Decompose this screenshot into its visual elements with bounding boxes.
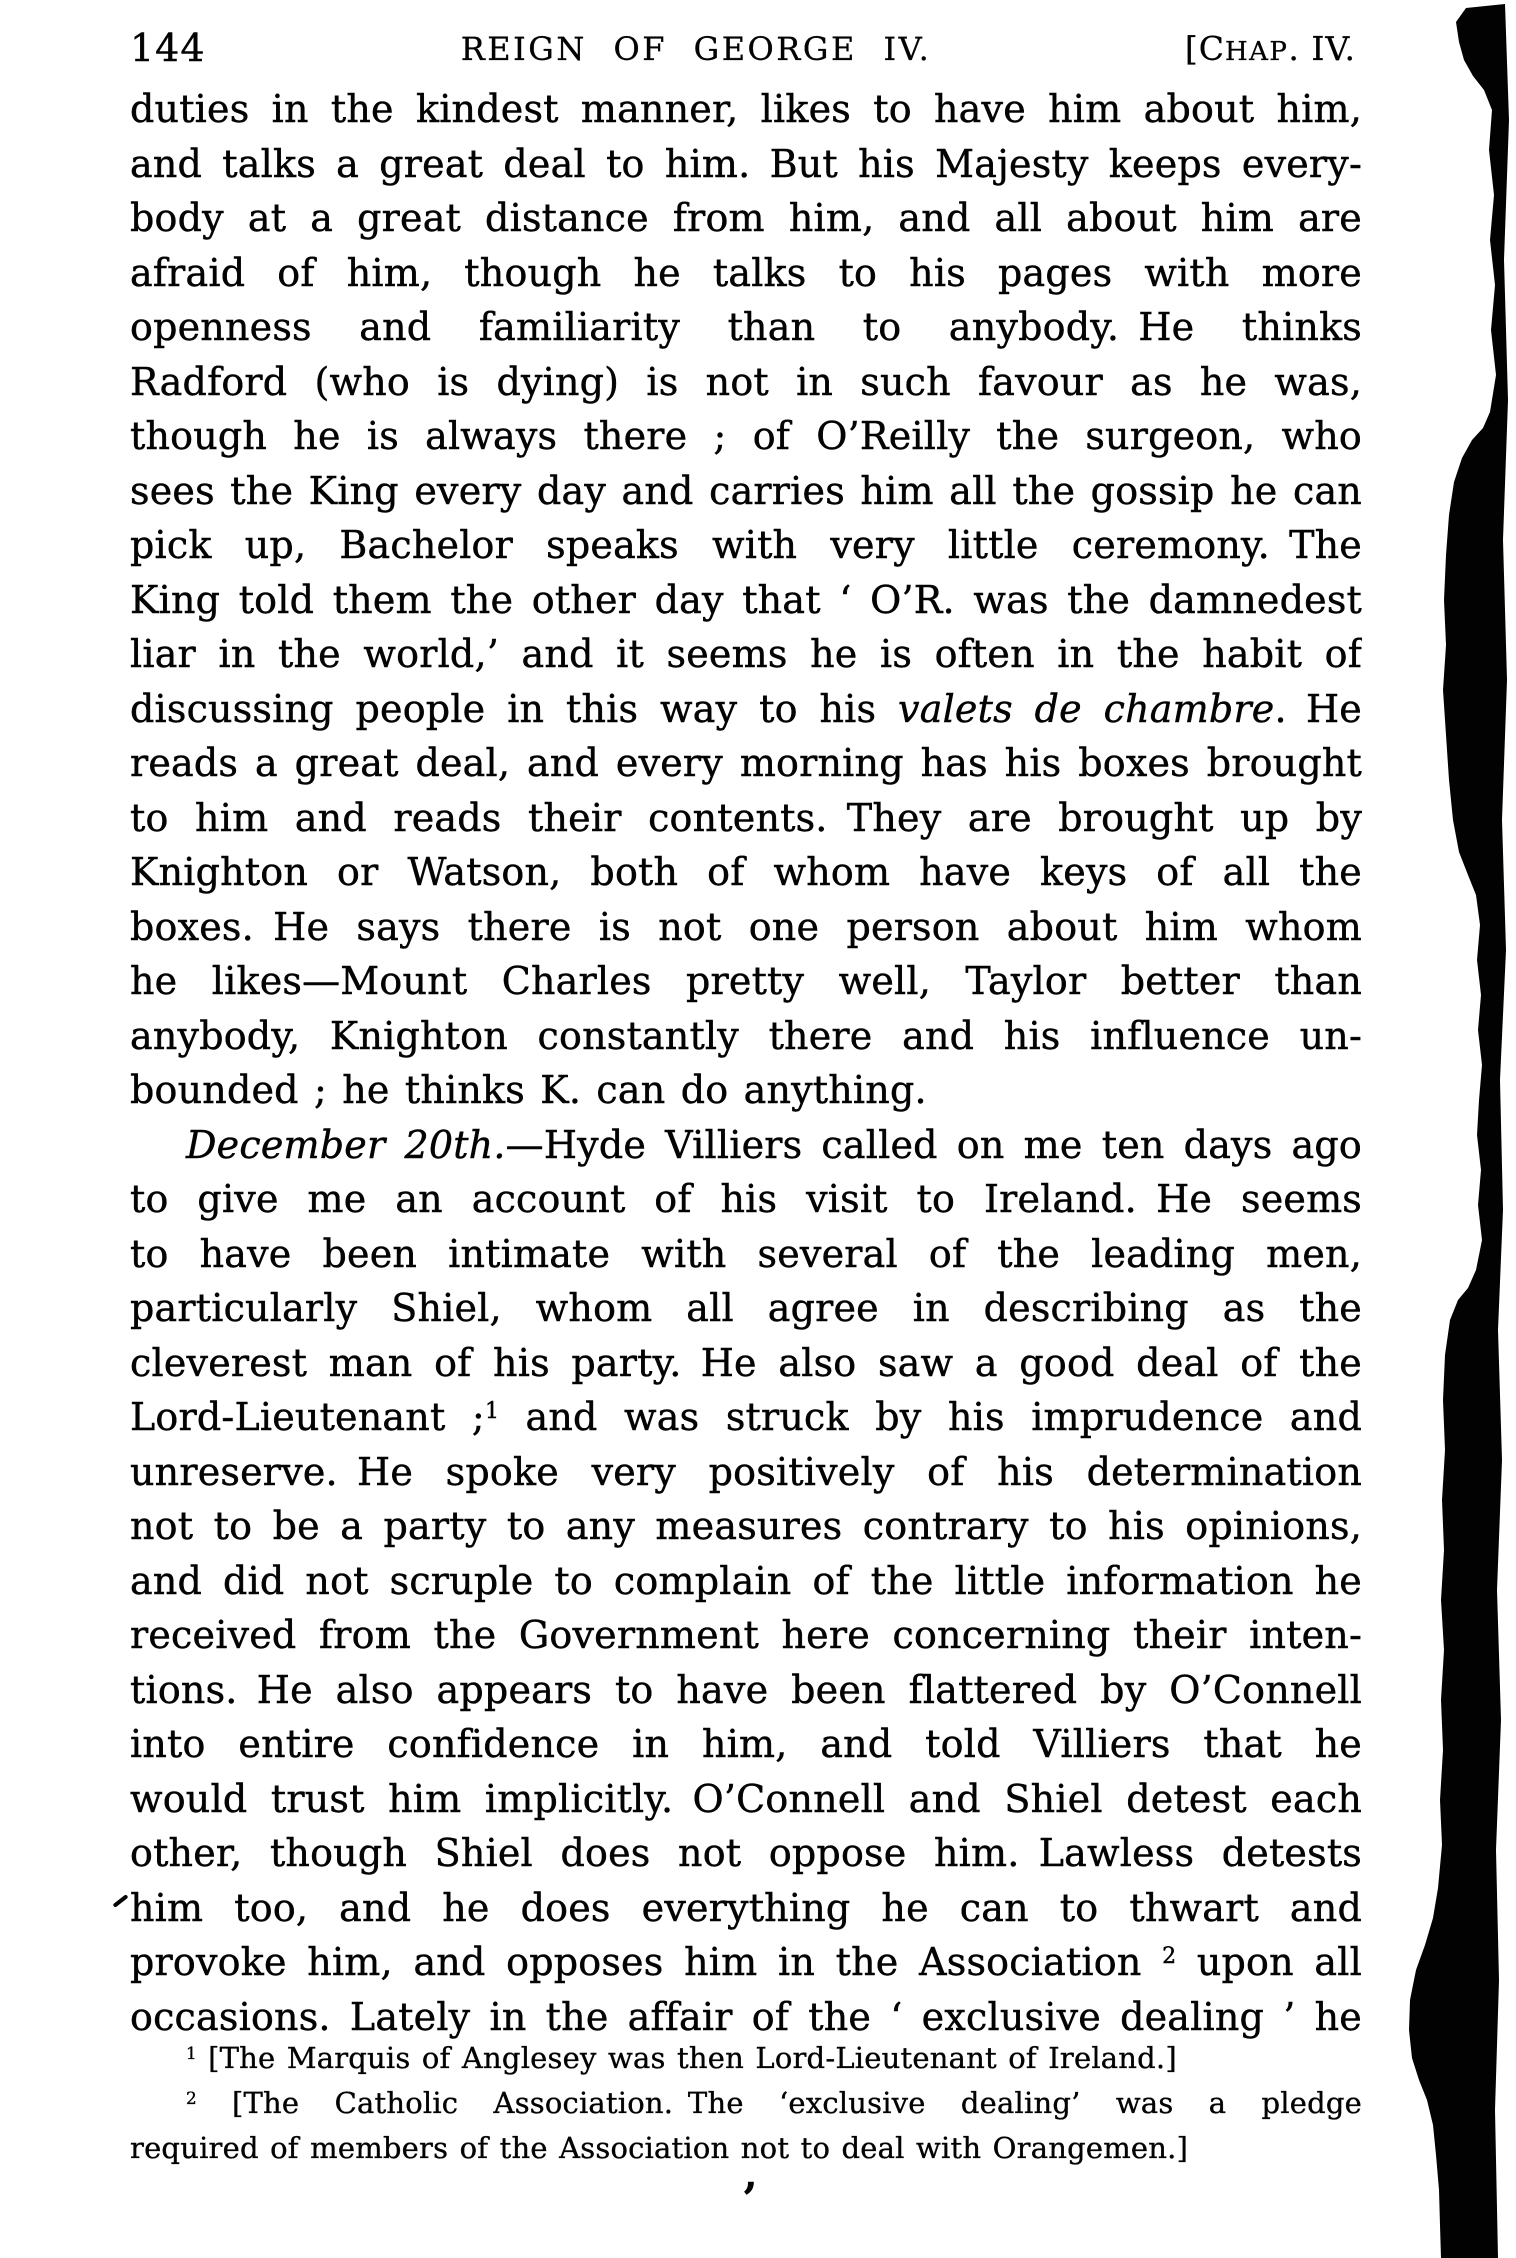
text-line: and talks a great deal to him. But his Majesty keeps every- bbox=[130, 141, 1362, 186]
page-number: 144 bbox=[130, 26, 206, 70]
footnote-line: $^1$ [The Marquis of Anglesey was then Lord-Lieutenant of Ireland.] bbox=[186, 2041, 1177, 2075]
text-line: anybody, Knighton constantly there and his influence un- bbox=[130, 1013, 1362, 1058]
text-line: into entire confidence in him, and told Villiers that he bbox=[130, 1722, 1362, 1766]
text-line: boxes. He says there is not one person about him whom bbox=[130, 904, 1362, 949]
ink-mark: , bbox=[744, 2152, 758, 2197]
text-line: would trust him implicitly. O’Connell and Shiel detest each bbox=[130, 1776, 1362, 1821]
text-line: tions. He also appears to have been flattered by O’Connell bbox=[130, 1667, 1362, 1712]
text-line: though he is always there ; of O’Reilly the surgeon, who bbox=[130, 414, 1362, 458]
text-line: Knighton or Watson, both of whom have keys of all the bbox=[130, 850, 1362, 894]
text-line: sees the King every day and carries him all the gossip he can bbox=[130, 468, 1362, 513]
page-header bbox=[130, 26, 1362, 78]
text-line: other, though Shiel does not oppose him. Lawless detests bbox=[130, 1831, 1362, 1875]
text-line: cleverest man of his party. He also saw a good deal of the bbox=[130, 1340, 1362, 1385]
paragraph bbox=[130, 82, 1362, 1118]
text-line: King told them the other day that ‘ O’R. was the damnedest bbox=[130, 577, 1362, 622]
text-line: openness and familiarity than to anybody. He thinks bbox=[130, 305, 1362, 349]
text-line: to him and reads their contents. They are brought up by bbox=[130, 795, 1362, 840]
text-line: occasions. Lately in the affair of the ‘ exclusive dealing ’ he bbox=[130, 1994, 1362, 2039]
text-line: received from the Government here concerning their inten- bbox=[130, 1613, 1362, 1657]
text-block bbox=[130, 82, 1362, 2044]
text-line: liar in the world,’ and it seems he is often in the habit of bbox=[130, 632, 1362, 676]
running-title: REIGN OF GEORGE IV. bbox=[460, 30, 932, 68]
footnote-line: required of members of the Association not to deal with Orangemen.] bbox=[130, 2131, 1189, 2165]
footnote-line: $^2$ [The Catholic Association. The ‘exclusive dealing’ was a pledge bbox=[186, 2086, 1362, 2120]
text-line: duties in the kindest manner, likes to have him about him, bbox=[130, 87, 1362, 131]
text-line: pick up, Bachelor speaks with very little ceremony. The bbox=[130, 523, 1362, 567]
chapter-label: [CHAP. IV. bbox=[1184, 29, 1356, 68]
text-line: Lord-Lieutenant ;$^1$ and was struck by his imprudence and bbox=[130, 1395, 1362, 1439]
footnotes bbox=[130, 2036, 1362, 2171]
text-line: to have been intimate with several of the leading men, bbox=[130, 1231, 1362, 1276]
text-line: afraid of him, though he talks to his pages with more bbox=[130, 250, 1362, 295]
text-line: particularly Shiel, whom all agree in describing as the bbox=[130, 1286, 1362, 1330]
text-line: December 20th.—Hyde Villiers called on me ten days ago bbox=[186, 1122, 1362, 1167]
text-line: bounded ; he thinks K. can do anything. bbox=[130, 1068, 927, 1112]
text-line: reads a great deal, and every morning has his boxes brought bbox=[130, 741, 1362, 785]
text-line: him too, and he does everything he can to thwart and bbox=[130, 1885, 1362, 1930]
text-line: body at a great distance from him, and all about him are bbox=[130, 196, 1362, 240]
text-line: provoke him, and opposes him in the Association $^2$ upon all bbox=[130, 1940, 1362, 1984]
text-line: Radford (who is dying) is not in such favour as he was, bbox=[130, 359, 1362, 404]
text-line: discussing people in this way to his valets de chambre. He bbox=[130, 686, 1362, 731]
text-line: he likes—Mount Charles pretty well, Taylor better than bbox=[130, 959, 1362, 1003]
text-line: not to be a party to any measures contrary to his opinions, bbox=[130, 1504, 1362, 1548]
text-line: unreserve. He spoke very positively of his determination bbox=[130, 1449, 1362, 1494]
text-line: to give me an account of his visit to Ireland. He seems bbox=[130, 1177, 1362, 1221]
ink-mark bbox=[113, 1894, 129, 1908]
text-line: and did not scruple to complain of the little information he bbox=[130, 1558, 1362, 1603]
paragraph bbox=[130, 1118, 1362, 2045]
